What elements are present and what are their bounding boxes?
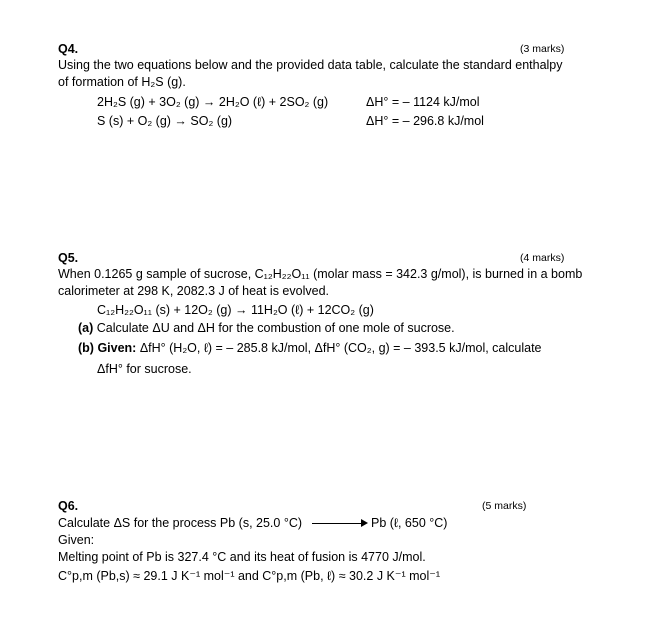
q4-dh-value-1: = – 1124 kJ/mol (391, 95, 480, 109)
q5-part-a-label: (a) (78, 321, 94, 335)
q6-marks: (5 marks) (482, 500, 527, 512)
q5-part-b-line2: ΔfH° for sucrose. (97, 362, 192, 376)
q5-marks: (4 marks) (520, 252, 565, 264)
q4-dh-symbol-1: ΔH° (366, 95, 389, 109)
q4-equation-2: S (s) + O₂ (g) → SO₂ (g) (97, 114, 233, 128)
q5-part-a (78, 321, 455, 335)
q6-process-text: Calculate ΔS for the process Pb (s, 25.0 °C) (58, 516, 303, 530)
q4-intro-line2: of formation of H₂S (g). (58, 75, 186, 89)
q4-intro-line1: Using the two equations below and the provided data table, calculate the standard enthalpy (58, 58, 563, 72)
q6-melting-text: Melting point of Pb is 327.4 °C and its heat of fusion is 4770 J/mol. (58, 550, 426, 564)
q5-part-b-label: (b) (78, 341, 94, 355)
q6-label: Q6. (58, 499, 79, 513)
q5-part-a-text: Calculate ΔU and ΔH for the combustion of one mole of sucrose. (93, 321, 455, 335)
q4-equation-1: 2H₂S (g) + 3O₂ (g) → 2H₂O (ℓ) + 2SO₂ (g) (97, 95, 329, 109)
q6-process-product: Pb (ℓ, 650 °C) (371, 516, 448, 530)
q5-intro-line1: When 0.1265 g sample of sucrose, C₁₂H₂₂O₁₁ (molar mass = 342.3 g/mol), is burned in a bomb (58, 267, 583, 281)
q5-intro-line2: calorimeter at 298 K, 2082.3 J of heat is evolved. (58, 284, 329, 298)
q5-label: Q5. (58, 251, 79, 265)
q4-label: Q4. (58, 42, 79, 56)
q5-part-b-text: ΔfH° (H₂O, ℓ) = – 285.8 kJ/mol, ΔfH° (CO₂, g) = – 393.5 kJ/mol, calculate (139, 341, 542, 355)
q5-part-b (78, 341, 542, 355)
process-arrow-head-icon (361, 519, 368, 527)
process-arrow-icon (312, 523, 362, 524)
q5-equation: C₁₂H₂₂O₁₁ (s) + 12O₂ (g) → 11H₂O (ℓ) + 12CO₂ (g) (97, 303, 374, 317)
q6-given-label: Given: (58, 533, 95, 547)
q4-dh-value-2: = – 296.8 kJ/mol (391, 114, 484, 128)
q5-part-b-given: Given: (93, 341, 140, 355)
q6-cp-text: C°p,m (Pb,s) ≈ 29.1 J K⁻¹ mol⁻¹ and C°p,m (Pb, ℓ) ≈ 30.2 J K⁻¹ mol⁻¹ (58, 569, 441, 583)
q4-marks: (3 marks) (520, 43, 565, 55)
q4-equation-1-enthalpy (366, 95, 480, 109)
q4-equation-2-enthalpy (366, 114, 484, 128)
q4-dh-symbol-2: ΔH° (366, 114, 389, 128)
